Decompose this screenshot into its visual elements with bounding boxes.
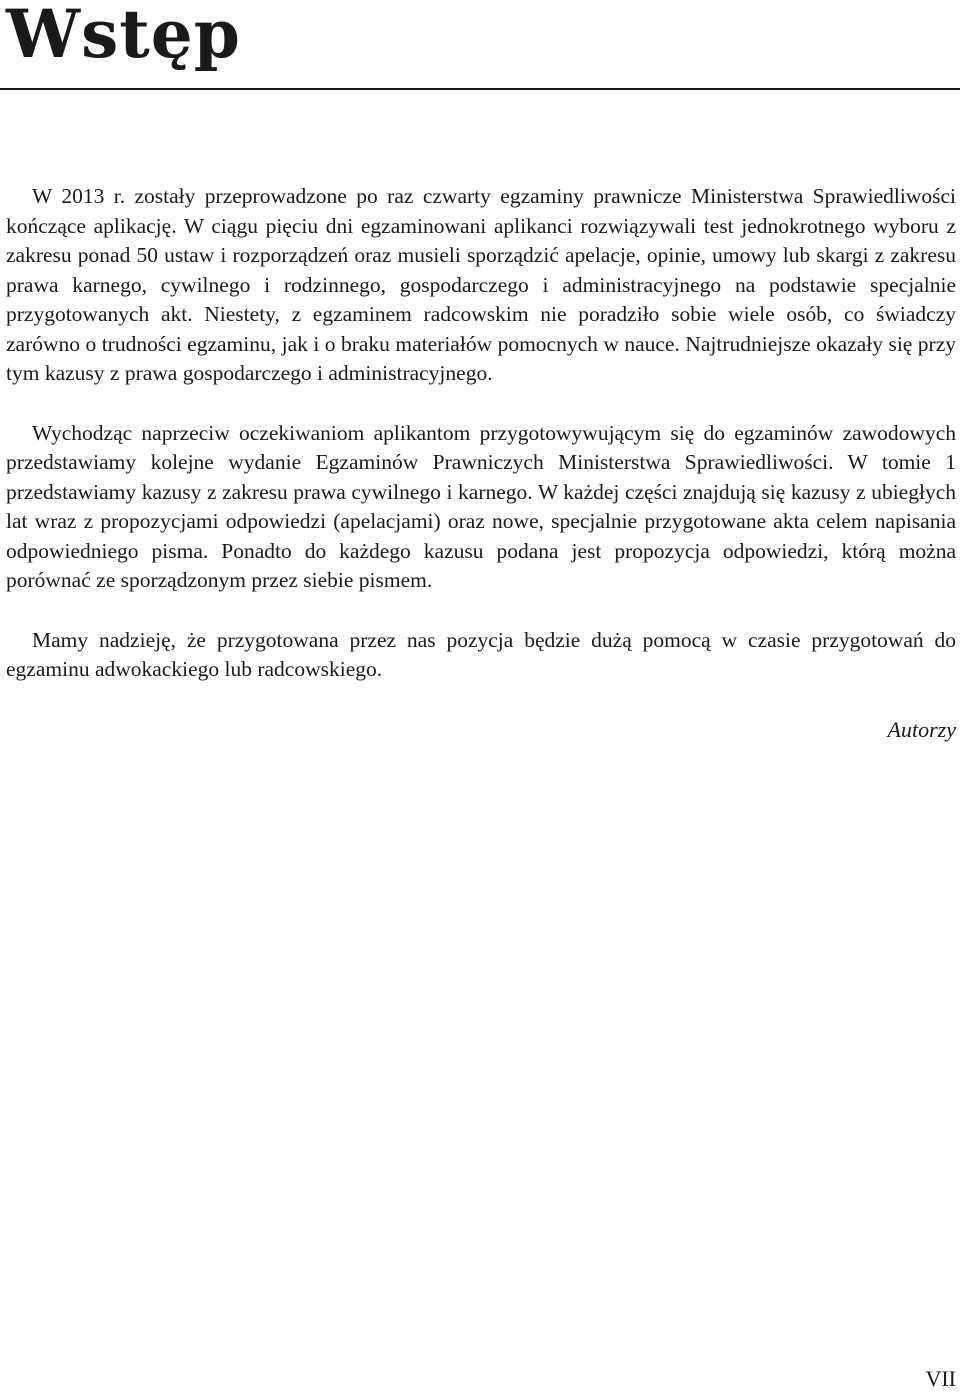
body-text [6, 182, 956, 745]
page-number: VII [925, 1366, 956, 1391]
chapter-title: Wstęp [6, 0, 241, 73]
paragraph-3: Mamy nadzieję, że przygotowana przez nas pozycja będzie dużą pomocą w czasie przygotowań do egzaminu adwokackiego lub radcowskiego. [6, 627, 956, 681]
signature: Autorzy [887, 716, 956, 742]
title-rule [0, 88, 960, 90]
paragraph-1: W 2013 r. zostały przeprowadzone po raz czwarty egzaminy prawnicze Ministerstwa Sprawiedliwości kończące aplikację. W ciągu pięciu dni egzaminowani aplikanci rozwiązywali test jednokrotnego wyboru z zakresu ponad 50 ustaw i rozporządzeń oraz musieli sporządzić apelacje, opinie, umowy lub skargi z zakresu prawa karnego, cywilnego i rodzinnego, gospodarczego i administracyjnego na podstawie specjalnie przygotowanych akt. Niestety, z egzaminem radcowskim nie poradziło sobie wiele osób, co świadczy zarówno o trudności egzaminu, jak i o braku materiałów pomocnych w nauce. Najtrudniejsze okazały się przy tym kazusy z prawa gospodarczego i administracyjnego. [6, 184, 956, 385]
paragraph-2: Wychodząc naprzeciw oczekiwaniom aplikantom przygotowywującym się do egzaminów zawodowych przedstawiamy kolejne wydanie Egzaminów Prawniczych Ministerstwa Sprawiedliwości. W tomie 1 przedstawiamy kazusy z zakresu prawa cywilnego i karnego. W każdej części znajdują się kazusy z ubiegłych lat wraz z propozycjami odpowiedzi (apelacjami) oraz nowe, specjalnie przygotowane akta celem napisania odpowiedniego pisma. Ponadto do każdego kazusu podana jest propozycja odpowiedzi, którą można porównać ze sporządzonym przez siebie pismem. [6, 420, 956, 592]
